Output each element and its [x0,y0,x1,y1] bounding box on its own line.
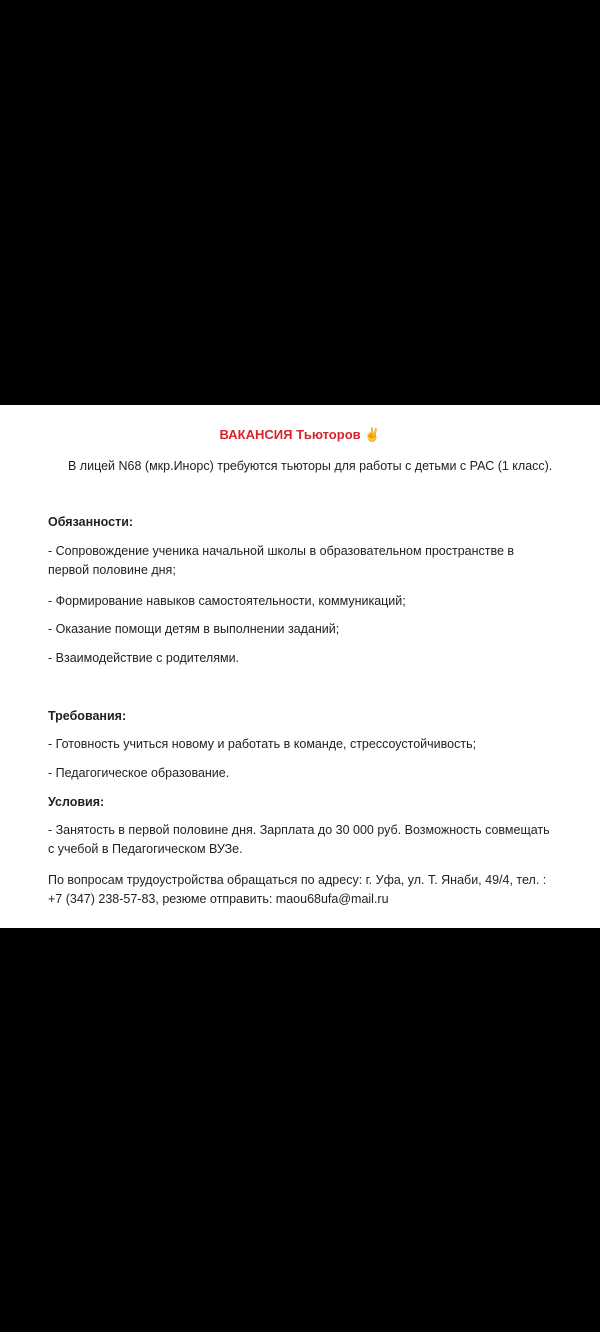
requirement-item: - Готовность учиться новому и работать в команде, стрессоустойчивость; [48,737,477,751]
vacancy-post [0,405,600,928]
intro-text: В лицей N68 (мкр.Инорс) требуются тьюторы для работы с детьми с РАС (1 класс). [68,459,553,473]
vacancy-title: ВАКАНСИЯ Тьюторов ✌ [219,427,381,442]
requirement-item: - Педагогическое образование. [48,766,230,780]
victory-hand-icon: ✌ [364,427,381,442]
duty-item: - Оказание помощи детям в выполнении заданий; [48,622,340,636]
condition-item: - Занятость в первой половине дня. Зарплата до 30 000 руб. Возможность совмещать [48,823,550,837]
conditions-heading: Условия: [48,795,105,809]
condition-item: с учебой в Педагогическом ВУЗе. [48,842,243,856]
contacts-text: По вопросам трудоустройства обращаться по адресу: г. Уфа, ул. Т. Янаби, 49/4, тел. : [48,873,547,887]
duty-item: - Сопровождение ученика начальной школы в образовательном пространстве в [48,544,515,558]
duty-item: - Формирование навыков самостоятельности, коммуникаций; [48,594,406,608]
duties-heading: Обязанности: [48,515,134,529]
duty-item: первой половине дня; [48,563,176,577]
requirements-heading: Требования: [48,709,127,723]
duty-item: - Взаимодействие с родителями. [48,651,240,665]
contacts-text: +7 (347) 238-57-83, резюме отправить: maou68ufa@mail.ru [48,892,389,906]
